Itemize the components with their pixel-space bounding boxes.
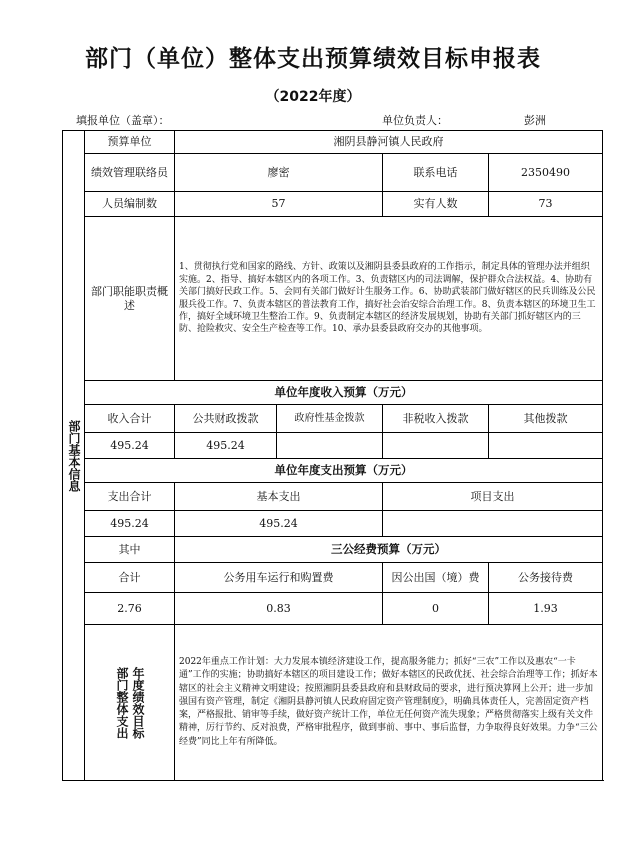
staff-actual-label: 实有人数 — [383, 192, 489, 217]
income-col-other: 其他拨款 — [489, 405, 603, 433]
goal-side-label-a: 部门整体支出 — [115, 666, 129, 739]
expense-col-project: 项目支出 — [383, 483, 603, 511]
sangong-row-label: 其中 — [85, 537, 175, 563]
sangong-col-reception: 公务接待费 — [489, 563, 603, 593]
income-col-public: 公共财政拨款 — [175, 405, 277, 433]
income-col-fund: 政府性基金拨款 — [277, 405, 383, 433]
basic-info-side-label: 部门基本信息 — [63, 131, 85, 781]
income-value-fund — [277, 433, 383, 459]
unit-leader-name: 彭洲 — [524, 114, 546, 127]
expense-value-project — [383, 511, 603, 537]
income-header: 单位年度收入预算（万元） — [85, 381, 603, 405]
income-col-nontax: 非税收入拨款 — [383, 405, 489, 433]
filler-unit-label: 填报单位（盖章）： — [76, 114, 170, 127]
expense-header: 单位年度支出预算（万元） — [85, 459, 603, 483]
staff-actual-value: 73 — [489, 192, 603, 217]
budget-unit-value: 湘阴县静河镇人民政府 — [175, 131, 603, 154]
staff-quota-label: 人员编制数 — [85, 192, 175, 217]
expense-col-total: 支出合计 — [85, 483, 175, 511]
duty-description: 1、贯彻执行党和国家的路线、方针、政策以及湘阴县委县政府的工作指示，制定具体的管理办法并组织实施。2、指导、搞好本辖区内的各项工作。3、负责辖区内的司法调解，保护群众合法权益。4、协助有关部门搞好民政工作。5、会同有关部门做好计生服务工作。6、协助武装部门做好辖区的民兵训练及公民服兵役工作。7、负责本辖区的普法教育工作，搞好社会治安综合治理工作。8、负责本辖区的环境卫生工作，搞好全域环境卫生整治工作。9、负责制定本辖区的经济发展规划，协助有关部门抓好辖区内的三防、抢险救灾、安全生产检查等工作。10、承办县委县政府交办的其他事项。 — [175, 217, 603, 381]
income-value-public: 495.24 — [175, 433, 277, 459]
goal-side-label — [85, 625, 175, 781]
expense-col-basic: 基本支出 — [175, 483, 383, 511]
goal-side-label-b: 年度绩效目标 — [131, 666, 145, 739]
sangong-col-total: 合计 — [85, 563, 175, 593]
staff-quota-value: 57 — [175, 192, 383, 217]
contact-person-value: 廖密 — [175, 154, 383, 192]
sangong-value-reception: 1.93 — [489, 593, 603, 625]
unit-leader-label: 单位负责人： — [382, 114, 448, 127]
budget-table — [62, 130, 603, 781]
contact-person-label: 绩效管理联络员 — [85, 154, 175, 192]
sangong-header: 三公经费预算（万元） — [175, 537, 603, 563]
expense-value-basic: 495.24 — [175, 511, 383, 537]
phone-label: 联系电话 — [383, 154, 489, 192]
phone-value: 2350490 — [489, 154, 603, 192]
sangong-col-abroad: 因公出国（境）费 — [383, 563, 489, 593]
sangong-col-vehicle: 公务用车运行和购置费 — [175, 563, 383, 593]
income-value-total: 495.24 — [85, 433, 175, 459]
sangong-value-vehicle: 0.83 — [175, 593, 383, 625]
income-value-nontax — [383, 433, 489, 459]
sangong-value-total: 2.76 — [85, 593, 175, 625]
page-title: 部门（单位）整体支出预算绩效目标申报表 — [85, 46, 541, 72]
income-value-other — [489, 433, 603, 459]
duty-label: 部门职能职责概述 — [85, 217, 175, 381]
budget-unit-label: 预算单位 — [85, 131, 175, 154]
goal-text: 2022年重点工作计划：大力发展本镇经济建设工作，提高服务能力；抓好“三农”工作以及惠农“一卡通”工作的实施；协助搞好本辖区的项目建设工作；做好本辖区的民政优抚、社会综合治理等工作；抓好本辖区的社会主义精神文明建设；按照湘阴县委县政府和县财政局的要求，进行预决算网上公开；进一步加强国有资产管理，制定《湘阴县静河镇人民政府固定资产管理制度》，明确具体责任人，完善固定资产档案，严格报批、销审等手续，做好资产统计工作，单位无任何资产流失现象；严格贯彻落实上级有关文件精神，厉行节约、反对浪费，严格审批程序，做到事前、事中、事后监督，力争取得良好效果。力争“三公经费”同比上年有所降低。 — [175, 625, 603, 781]
income-col-total: 收入合计 — [85, 405, 175, 433]
expense-value-total: 495.24 — [85, 511, 175, 537]
report-year: （2022年度） — [265, 89, 361, 105]
sangong-value-abroad: 0 — [383, 593, 489, 625]
